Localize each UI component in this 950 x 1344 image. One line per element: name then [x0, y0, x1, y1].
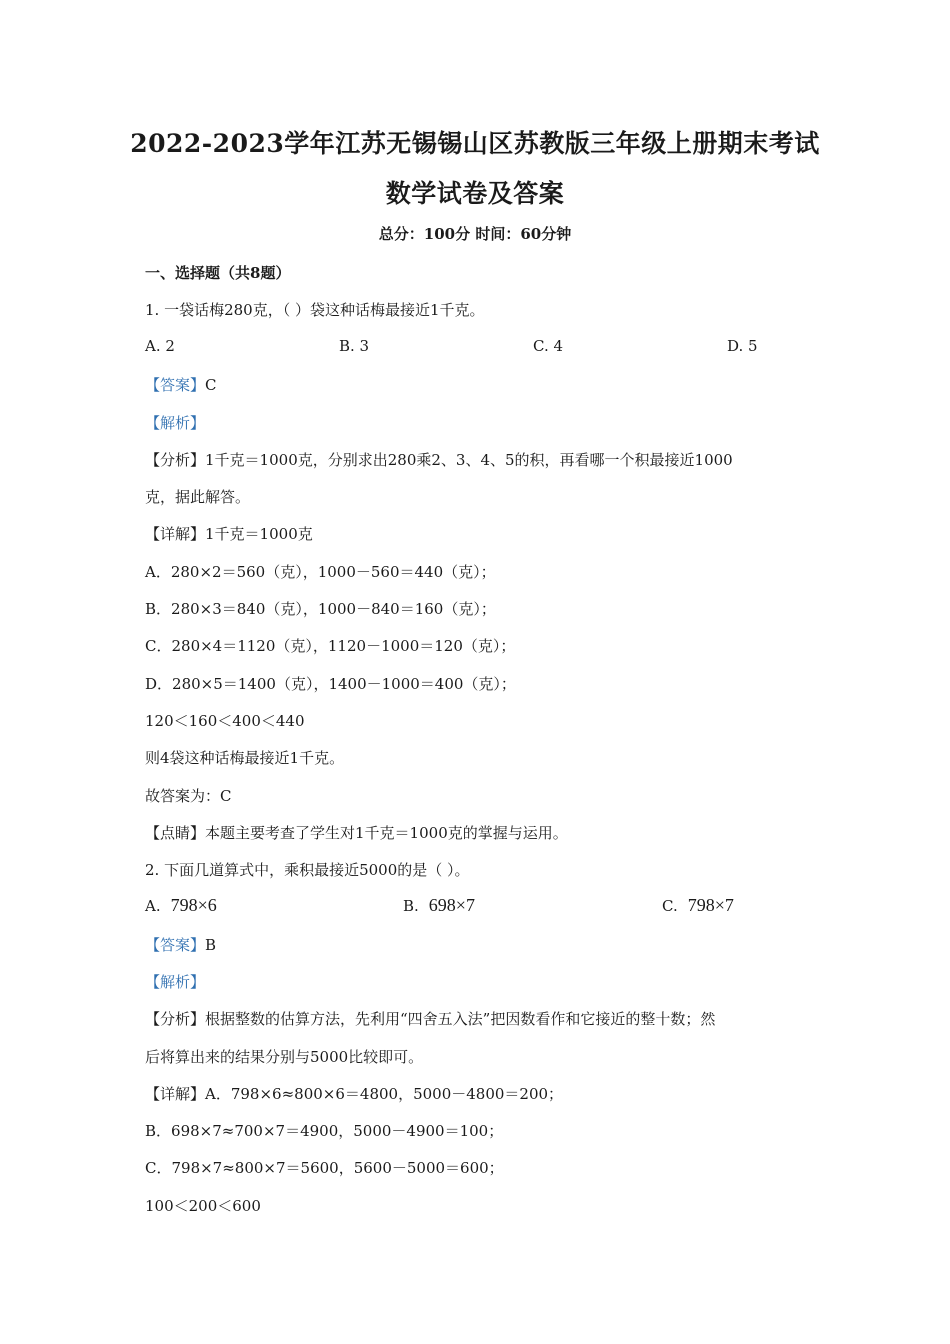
- q1-fenxi-cont: 克，据此解答。: [145, 488, 251, 506]
- q2-fenxi-cont: 后将算出来的结果分别与5000比较即可。: [145, 1048, 424, 1066]
- q1-option-a: A. 2: [145, 337, 175, 355]
- q1-dianjing: [145, 822, 568, 843]
- answer-tag: 【答案】: [145, 376, 206, 394]
- q1-detail: [145, 523, 313, 544]
- title-line-2: 数学试卷及答案: [385, 179, 565, 208]
- detail-text: 1千克＝1000克: [205, 525, 313, 543]
- detail-text: A．798×6≈800×6＝4800，5000－4800＝200；: [205, 1085, 564, 1103]
- q2-option-b: [403, 895, 475, 916]
- answer-value: B: [205, 936, 217, 954]
- dianjing-text: 本题主要考查了学生对1千克＝1000克的掌握与运用。: [205, 824, 568, 842]
- q1-line-b: B．280×3＝840（克），1000－840＝160（克）；: [145, 600, 496, 618]
- fenxi-text: 1千克＝1000克，分别求出280乘2、3、4、5的积，再看哪一个积最接近1000: [205, 451, 733, 469]
- title-line-1: 2022-2023学年江苏无锡锡山区苏教版三年级上册期末考试: [130, 129, 820, 158]
- q1-option-c: C. 4: [533, 337, 564, 355]
- fenxi-tag: 【分析】: [145, 1010, 206, 1028]
- q2-detail: [145, 1083, 563, 1104]
- exam-meta: 总分：100分 时间：60分钟: [378, 225, 572, 243]
- q1-stem: 1. 一袋话梅280克，（ ）袋这种话梅最接近1千克。: [145, 301, 485, 319]
- fenxi-text: 根据整数的估算方法，先利用“四舍五入法”把因数看作和它接近的整十数；然: [205, 1010, 716, 1028]
- q2-option-a: [145, 895, 217, 916]
- answer-value: C: [205, 376, 217, 394]
- q2-fenxi: [145, 1008, 715, 1029]
- dianjing-tag: 【点睛】: [145, 824, 206, 842]
- q1-option-d: D. 5: [727, 337, 758, 355]
- q2-option-c: [662, 895, 734, 916]
- q1-compare: 120＜160＜400＜440: [145, 712, 305, 730]
- option-expr: 698×7: [428, 895, 475, 915]
- q2-stem: 2. 下面几道算式中，乘积最接近5000的是（ ）。: [145, 861, 470, 879]
- option-label: C.: [662, 897, 678, 915]
- detail-tag: 【详解】: [145, 525, 206, 543]
- q2-line-b: B．698×7≈700×7＝4900，5000－4900＝100；: [145, 1122, 504, 1140]
- q1-line-d: D．280×5＝1400（克），1400－1000＝400（克）；: [145, 675, 516, 693]
- q1-fenxi: [145, 449, 733, 470]
- q2-analysis-tag: 【解析】: [145, 973, 206, 991]
- q1-line-c: C．280×4＝1120（克），1120－1000＝120（克）；: [145, 637, 516, 655]
- q1-option-b: B. 3: [339, 337, 370, 355]
- q1-final-answer: 故答案为：C: [145, 787, 232, 805]
- q1-answer: [145, 374, 217, 395]
- q1-analysis-tag: 【解析】: [145, 414, 206, 432]
- fenxi-tag: 【分析】: [145, 451, 206, 469]
- q2-line-c: C．798×7≈800×7＝5600，5600－5000＝600；: [145, 1159, 504, 1177]
- q2-answer: [145, 934, 216, 955]
- option-label: B.: [403, 897, 419, 915]
- option-label: A.: [145, 897, 161, 915]
- q1-conclusion: 则4袋这种话梅最接近1千克。: [145, 749, 345, 767]
- detail-tag: 【详解】: [145, 1085, 206, 1103]
- q1-line-a: A．280×2＝560（克），1000－560＝440（克）；: [145, 563, 496, 581]
- option-expr: 798×7: [687, 895, 734, 915]
- section-heading: 一、选择题（共8题）: [145, 264, 291, 282]
- answer-tag: 【答案】: [145, 936, 206, 954]
- q2-compare: 100＜200＜600: [145, 1197, 261, 1215]
- option-expr: 798×6: [170, 895, 217, 915]
